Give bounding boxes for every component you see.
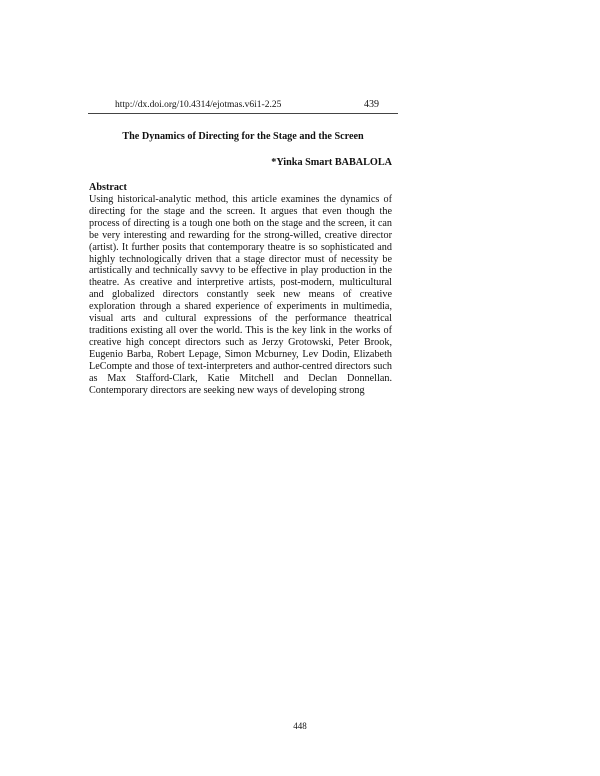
journal-page-number: 439: [364, 99, 379, 110]
abstract-text: Using historical-analytic method, this article examines the dynamics of directing for the stage and the screen. It argues that even though the process of directing is a tough one both on the stage and the screen, it can be very interesting and rewarding for the strong-willed, creative director (artist). It further posits that contemporary theatre is so sophisticated and highly technologically driven that a stage director must of necessity be artistically and technically savvy to be effective in play production in the theatre. As creative and interpretive artists, post-modern, multicultural and globalized directors constantly seek new means of creative exploration through a shared experience of experiments in multimedia, visual arts and cultural expressions of the performance theatrical traditions existing all over the world. This is the key link in the works of creative high concept directors such as Jerzy Grotowski, Peter Brook, Eugenio Barba, Robert Lepage, Simon Mcburney, Lev Dodin, Elizabeth LeCompte and those of text-interpreters and author-centred directors such as Max Stafford-Clark, Katie Mitchell and Declan Donnellan. Contemporary directors are seeking new ways of developing strong: [89, 194, 392, 396]
footer-page-number: 448: [293, 721, 307, 731]
article-title: The Dynamics of Directing for the Stage and the Screen: [122, 131, 364, 142]
abstract-heading: Abstract: [89, 182, 127, 193]
header-divider: [88, 113, 398, 114]
doi-link[interactable]: http://dx.doi.org/10.4314/ejotmas.v6i1-2.25: [115, 100, 282, 110]
article-author: *Yinka Smart BABALOLA: [271, 157, 392, 168]
